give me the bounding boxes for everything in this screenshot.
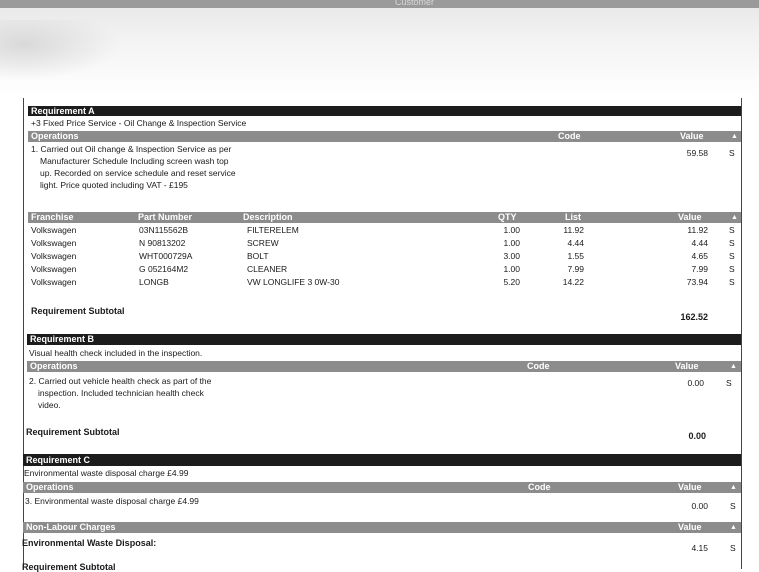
description-cell: CLEANER bbox=[247, 264, 288, 274]
invoice-sheet bbox=[0, 98, 759, 572]
value-cell: 11.92 bbox=[687, 225, 708, 235]
requirement-a-operation-line-4: light. Price quoted including VAT - £195 bbox=[40, 180, 188, 190]
requirement-a-subtotal-label: Requirement Subtotal bbox=[31, 306, 125, 316]
requirement-c-subtotal-label: Requirement Subtotal bbox=[22, 562, 116, 572]
requirement-b-operation-line-2: inspection. Included technician health check bbox=[38, 388, 204, 398]
franchise-cell: Volkswagen bbox=[31, 277, 77, 287]
requirement-a-operation-line-2: Manufacturer Schedule Including screen wash top bbox=[40, 156, 229, 166]
requirement-c-description: Environmental waste disposal charge £4.99 bbox=[24, 468, 189, 478]
requirement-a-operations-header bbox=[28, 131, 741, 142]
flag-cell: S bbox=[729, 264, 735, 274]
list-cell: 11.92 bbox=[563, 225, 584, 235]
part-number-cell: G 052164M2 bbox=[139, 264, 189, 274]
list-cell: 4.44 bbox=[567, 238, 584, 248]
value-column-label: Value bbox=[680, 131, 704, 141]
requirement-c-operations-header bbox=[23, 482, 741, 493]
requirement-a-operation-value: 59.58 bbox=[686, 148, 708, 158]
sort-caret-icon: ▲ bbox=[730, 524, 737, 531]
qty-cell: 3.00 bbox=[503, 251, 520, 261]
description-cell: VW LONGLIFE 3 0W-30 bbox=[247, 277, 340, 287]
requirement-b-operation-line-3: video. bbox=[38, 400, 61, 410]
value-column-label: Value bbox=[678, 482, 702, 492]
environmental-waste-disposal-flag: S bbox=[730, 543, 736, 553]
qty-cell: 5.20 bbox=[503, 277, 520, 287]
franchise-cell: Volkswagen bbox=[31, 238, 77, 248]
requirement-a-description: +3 Fixed Price Service - Oil Change & Inspection Service bbox=[31, 118, 247, 128]
code-column-label: Code bbox=[528, 482, 551, 492]
part-number-cell: LONGB bbox=[139, 277, 169, 287]
description-cell: SCREW bbox=[247, 238, 279, 248]
requirement-b-operation-flag: S bbox=[726, 378, 732, 388]
sort-caret-icon: ▲ bbox=[730, 363, 737, 370]
requirement-c-operation-value: 0.00 bbox=[691, 501, 708, 511]
requirement-b-operation-line-1: 2. Carried out vehicle health check as part of the bbox=[29, 376, 212, 386]
qty-cell: 1.00 bbox=[503, 238, 520, 248]
qty-cell: 1.00 bbox=[503, 264, 520, 274]
paper-fold-shadow bbox=[0, 20, 120, 80]
sort-caret-icon: ▲ bbox=[731, 133, 738, 140]
non-labour-charges-label: Non-Labour Charges bbox=[26, 522, 116, 532]
list-cell: 14.22 bbox=[562, 277, 584, 287]
description-cell: FILTERELEM bbox=[247, 225, 299, 235]
environmental-waste-disposal-label: Environmental Waste Disposal: bbox=[22, 538, 157, 548]
franchise-cell: Volkswagen bbox=[31, 251, 77, 261]
environmental-waste-disposal-value: 4.15 bbox=[691, 543, 708, 553]
flag-cell: S bbox=[729, 277, 735, 287]
non-labour-charges-header bbox=[23, 522, 741, 533]
part-number-cell: 03N115562B bbox=[139, 225, 188, 235]
value-cell: 4.65 bbox=[691, 251, 708, 261]
requirement-a-operation-flag: S bbox=[729, 148, 735, 158]
flag-cell: S bbox=[729, 225, 735, 235]
requirement-a-title: Requirement A bbox=[28, 106, 741, 116]
list-cell: 7.99 bbox=[567, 264, 584, 274]
operations-label: Operations bbox=[30, 361, 78, 371]
flag-cell: S bbox=[729, 251, 735, 261]
sort-caret-icon: ▲ bbox=[731, 214, 738, 221]
value-cell: 4.44 bbox=[691, 238, 708, 248]
franchise-cell: Volkswagen bbox=[31, 225, 77, 235]
code-column-label: Code bbox=[558, 131, 581, 141]
sheet-left-border bbox=[23, 98, 24, 569]
requirement-b-operation-value: 0.00 bbox=[687, 378, 704, 388]
requirement-b-description: Visual health check included in the inspection. bbox=[29, 348, 203, 358]
value-column-label: Value bbox=[678, 522, 702, 532]
requirement-a-operation-line-1: 1. Carried out Oil change & Inspection Service as per bbox=[31, 144, 232, 154]
sheet-right-border bbox=[741, 98, 742, 569]
operations-label: Operations bbox=[31, 131, 79, 141]
description-column-label: Description bbox=[243, 212, 293, 222]
requirement-c-operation-flag: S bbox=[730, 501, 736, 511]
description-cell: BOLT bbox=[247, 251, 269, 261]
requirement-a-operation-line-3: up. Recorded on service schedule and reset service bbox=[40, 168, 236, 178]
requirement-c-operation-line-1: 3. Environmental waste disposal charge £4.99 bbox=[25, 496, 199, 506]
part-number-column-label: Part Number bbox=[138, 212, 193, 222]
value-column-label: Value bbox=[675, 361, 699, 371]
flag-cell: S bbox=[729, 238, 735, 248]
list-cell: 1.55 bbox=[567, 251, 584, 261]
parts-value-column-label: Value bbox=[678, 212, 702, 222]
franchise-column-label: Franchise bbox=[31, 212, 74, 222]
requirement-b-operations-header bbox=[27, 361, 741, 372]
qty-cell: 1.00 bbox=[503, 225, 520, 235]
franchise-cell: Volkswagen bbox=[31, 264, 77, 274]
list-column-label: List bbox=[565, 212, 582, 222]
requirement-b-subtotal-label: Requirement Subtotal bbox=[26, 427, 120, 437]
sort-caret-icon: ▲ bbox=[730, 484, 737, 491]
code-column-label: Code bbox=[527, 361, 550, 371]
top-header-strip bbox=[0, 0, 759, 8]
value-cell: 7.99 bbox=[691, 264, 708, 274]
requirement-b-subtotal-value: 0.00 bbox=[688, 431, 706, 441]
header-strip-text: Customer bbox=[395, 0, 435, 7]
part-number-cell: N 90813202 bbox=[139, 238, 186, 248]
operations-label: Operations bbox=[26, 482, 74, 492]
value-cell: 73.94 bbox=[686, 277, 708, 287]
requirement-a-subtotal-value: 162.52 bbox=[680, 312, 708, 322]
part-number-cell: WHT000729A bbox=[139, 251, 193, 261]
requirement-b-title: Requirement B bbox=[27, 334, 741, 345]
qty-column-label: QTY bbox=[498, 212, 517, 222]
requirement-c-title: Requirement C bbox=[23, 454, 741, 466]
parts-table-header bbox=[28, 212, 741, 223]
